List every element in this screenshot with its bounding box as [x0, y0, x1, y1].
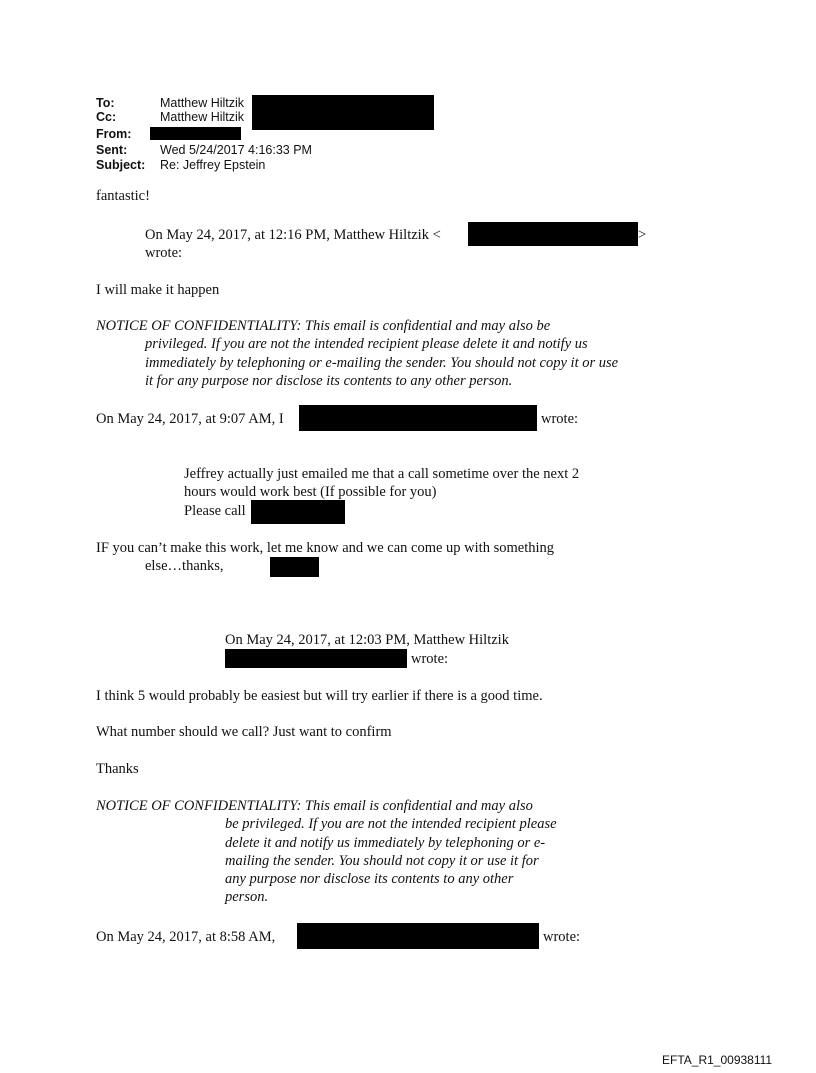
- redaction-phone: [251, 500, 345, 524]
- cc-value: Matthew Hiltzik: [160, 110, 245, 124]
- to-row: [96, 96, 244, 110]
- cc-label: Cc:: [96, 110, 117, 124]
- redaction-sender-4: [297, 923, 539, 949]
- redaction-sender-2: [299, 405, 537, 431]
- document-id: EFTA_R1_00938111: [662, 1053, 773, 1067]
- notice-2-line-6: person.: [225, 889, 269, 905]
- from-label: From:: [96, 127, 132, 141]
- quote-1-close: >: [638, 227, 647, 243]
- to-label: To:: [96, 96, 115, 110]
- cc-row: [96, 110, 244, 124]
- notice-2-line-1: NOTICE OF CONFIDENTIALITY: This email is confidential and may also: [96, 798, 533, 814]
- subject-label: Subject:: [96, 158, 146, 172]
- notice-1-line-1: NOTICE OF CONFIDENTIALITY: This email is confidential and may also be: [96, 318, 551, 334]
- quote-3-line-1: On May 24, 2017, at 12:03 PM, Matthew Hiltzik: [225, 632, 509, 648]
- para-number: What number should we call? Just want to confirm: [96, 724, 392, 740]
- notice-1-line-3: immediately by telephoning or e-mailing the sender. You should not copy it or use: [145, 355, 619, 371]
- ifyou-line-2: else…thanks,: [145, 558, 224, 574]
- notice-2-line-2: be privileged. If you are not the intended recipient please: [225, 816, 557, 832]
- to-value: Matthew Hiltzik: [160, 96, 245, 110]
- quote-2-suffix: wrote:: [541, 411, 579, 427]
- redaction-from: [150, 127, 241, 140]
- quote-2-prefix: On May 24, 2017, at 9:07 AM, I: [96, 411, 284, 427]
- quote-1-line-2: wrote:: [145, 245, 183, 261]
- sent-label: Sent:: [96, 143, 128, 157]
- redaction-name: [270, 557, 319, 577]
- redaction-to-cc: [252, 95, 434, 130]
- reply-make-it-happen: I will make it happen: [96, 282, 220, 298]
- quote-4-prefix: On May 24, 2017, at 8:58 AM,: [96, 929, 276, 945]
- notice-2-line-3: delete it and notify us immediately by telephoning or e-: [225, 835, 546, 851]
- jeffrey-line-3: Please call: [184, 503, 246, 519]
- para-thanks: Thanks: [96, 761, 139, 777]
- subject-value: Re: Jeffrey Epstein: [160, 158, 266, 172]
- notice-2-line-5: any purpose nor disclose its contents to any other: [225, 871, 514, 887]
- notice-1-line-2: privileged. If you are not the intended recipient please delete it and notify us: [145, 336, 588, 352]
- sent-row: [96, 143, 312, 157]
- subject-row: [96, 158, 265, 172]
- jeffrey-line-2: hours would work best (If possible for you): [184, 484, 437, 500]
- sent-value: Wed 5/24/2017 4:16:33 PM: [160, 143, 312, 157]
- ifyou-line-1: IF you can’t make this work, let me know and we can come up with something: [96, 540, 554, 556]
- quote-3-line-2: wrote:: [411, 651, 449, 667]
- redaction-email-1: [468, 222, 638, 246]
- reply-fantastic: fantastic!: [96, 188, 150, 204]
- quote-1-line-1: On May 24, 2017, at 12:16 PM, Matthew Hiltzik <: [145, 227, 441, 243]
- quote-4-suffix: wrote:: [543, 929, 581, 945]
- notice-2-line-4: mailing the sender. You should not copy it or use it for: [225, 853, 539, 869]
- notice-1-line-4: it for any purpose nor disclose its contents to any other person.: [145, 373, 513, 389]
- jeffrey-line-1: Jeffrey actually just emailed me that a call sometime over the next 2: [184, 466, 580, 482]
- redaction-email-3: [225, 649, 407, 668]
- para-easiest: I think 5 would probably be easiest but will try earlier if there is a good time.: [96, 688, 543, 704]
